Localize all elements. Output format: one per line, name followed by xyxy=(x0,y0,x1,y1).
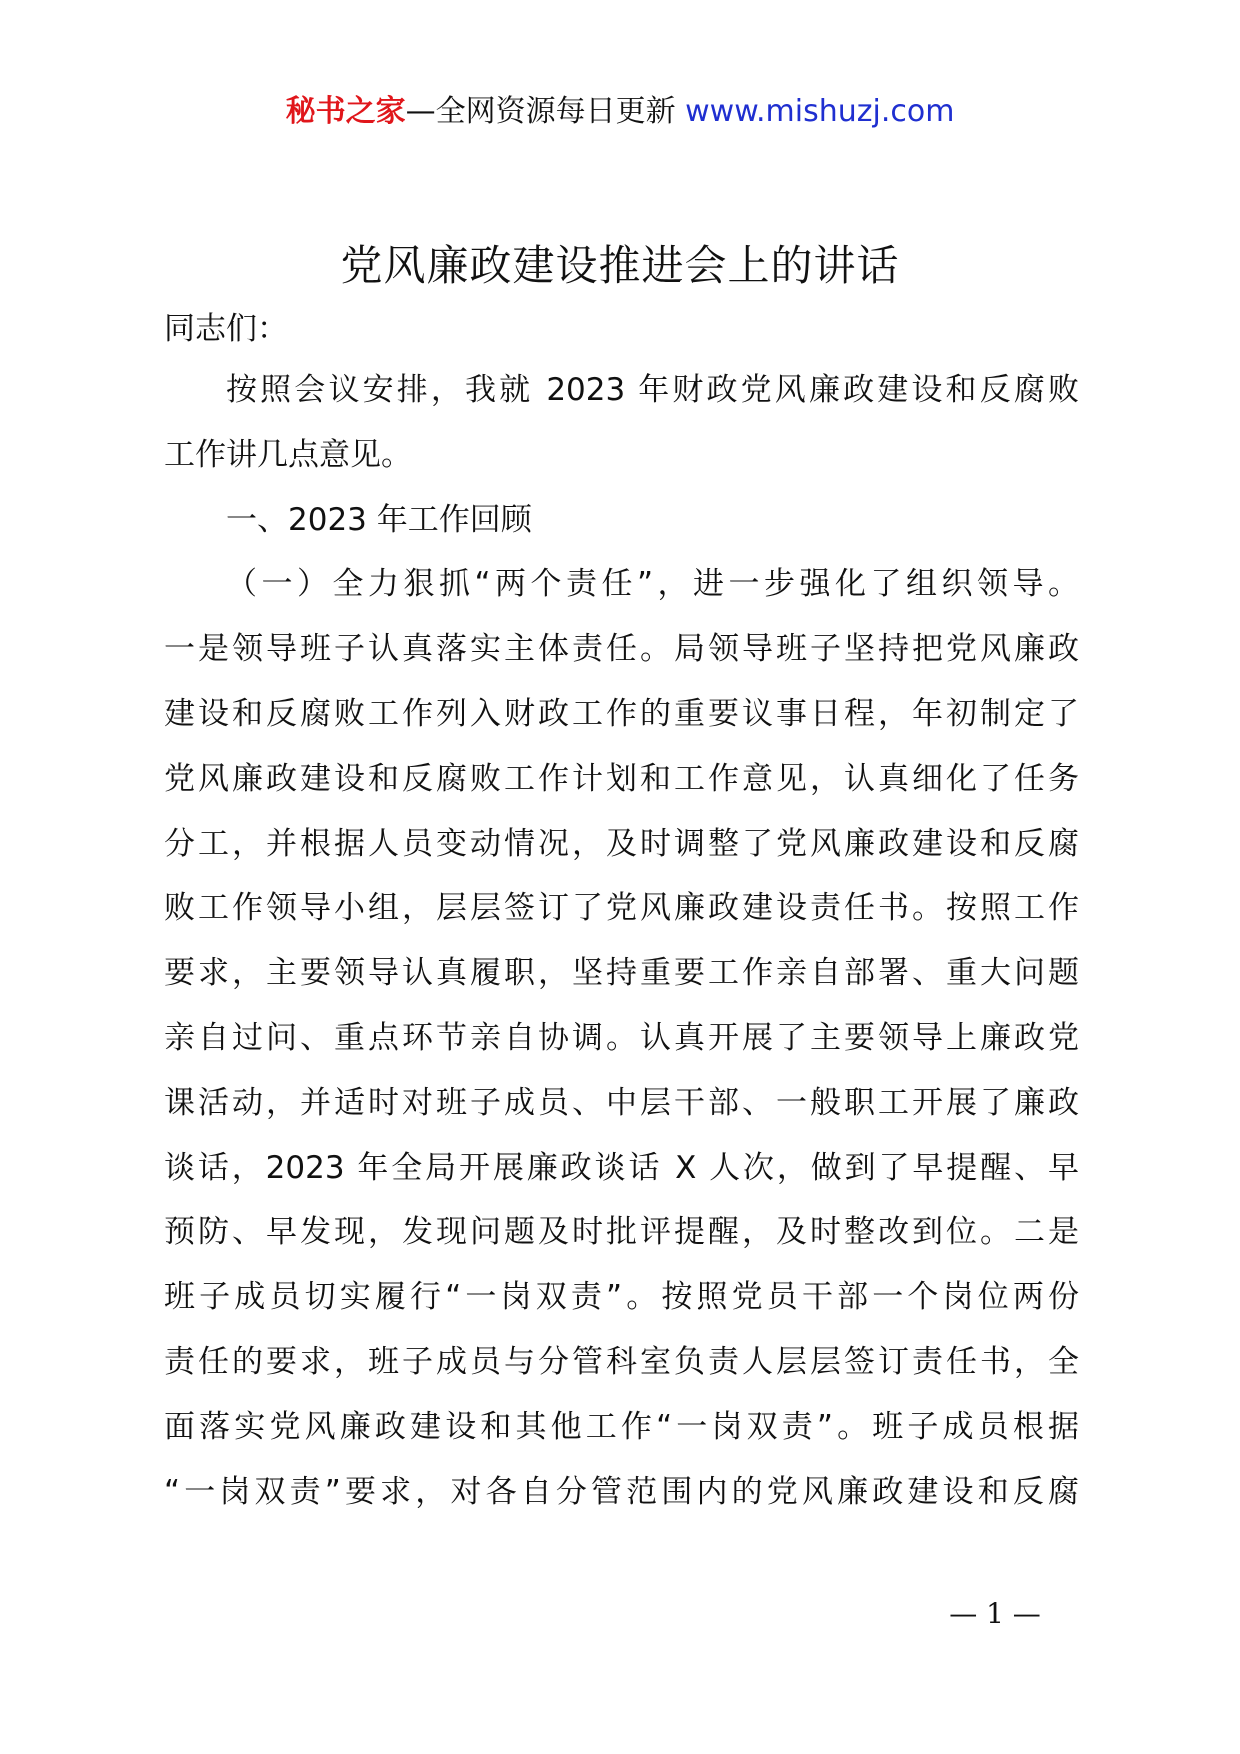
paragraph-line: 面落实党风廉政建设和其他工作“一岗双责”。班子成员根据 xyxy=(164,1408,1079,1445)
paragraph-line: 败工作领导小组，层层签订了党风廉政建设责任书。按照工作 xyxy=(164,890,1079,927)
paragraph-line: “一岗双责”要求，对各自分管范围内的党风廉政建设和反腐 xyxy=(164,1473,1079,1510)
paragraph-line: 建设和反腐败工作列入财政工作的重要议事日程，年初制定了 xyxy=(164,695,1079,732)
paragraph-line: 一是领导班子认真落实主体责任。局领导班子坚持把党风廉政 xyxy=(164,631,1079,668)
paragraph-line: 按照会议安排，我就 2023 年财政党风廉政建设和反腐败 xyxy=(226,372,1079,408)
paragraph-line: 党风廉政建设和反腐败工作计划和工作意见，认真细化了任务 xyxy=(164,760,1079,797)
paragraph-line: 班子成员切实履行“一岗双责”。按照党员干部一个岗位两份 xyxy=(164,1279,1079,1316)
paragraph-line: 谈话，2023 年全局开展廉政谈话 X 人次，做到了早提醒、早 xyxy=(164,1149,1079,1186)
paragraph-line: 责任的要求，班子成员与分管科室负责人层层签订责任书，全 xyxy=(164,1343,1079,1380)
banner-tagline: —全网资源每日更新 xyxy=(405,94,676,129)
site-banner xyxy=(0,92,1240,132)
section-heading: 一、2023 年工作回顾 xyxy=(226,501,532,538)
paragraph-line: 课活动，并适时对班子成员、中层干部、一般职工开展了廉政 xyxy=(164,1084,1079,1121)
document-body xyxy=(164,300,1079,1524)
document-title: 党风廉政建设推进会上的讲话 xyxy=(340,241,900,290)
paragraph-line: 分工，并根据人员变动情况，及时调整了党风廉政建设和反腐 xyxy=(164,825,1079,862)
website-link[interactable]: www.mishuzj.com xyxy=(685,94,955,129)
brand-name: 秘书之家 xyxy=(285,94,406,129)
paragraph-line: 要求，主要领导认真履职，坚持重要工作亲自部署、重大问题 xyxy=(164,955,1079,992)
paragraph-line: 亲自过问、重点环节亲自协调。认真开展了主要领导上廉政党 xyxy=(164,1019,1079,1056)
subsection-heading: （一）全力狠抓“两个责任”，进一步强化了组织领导。 xyxy=(226,566,1079,603)
paragraph-line: 工作讲几点意见。 xyxy=(164,436,412,473)
paragraph-line: 预防、早发现，发现问题及时批评提醒，及时整改到位。二是 xyxy=(164,1214,1079,1251)
salutation: 同志们： xyxy=(164,311,288,347)
page-number: — 1 — xyxy=(949,1597,1041,1630)
